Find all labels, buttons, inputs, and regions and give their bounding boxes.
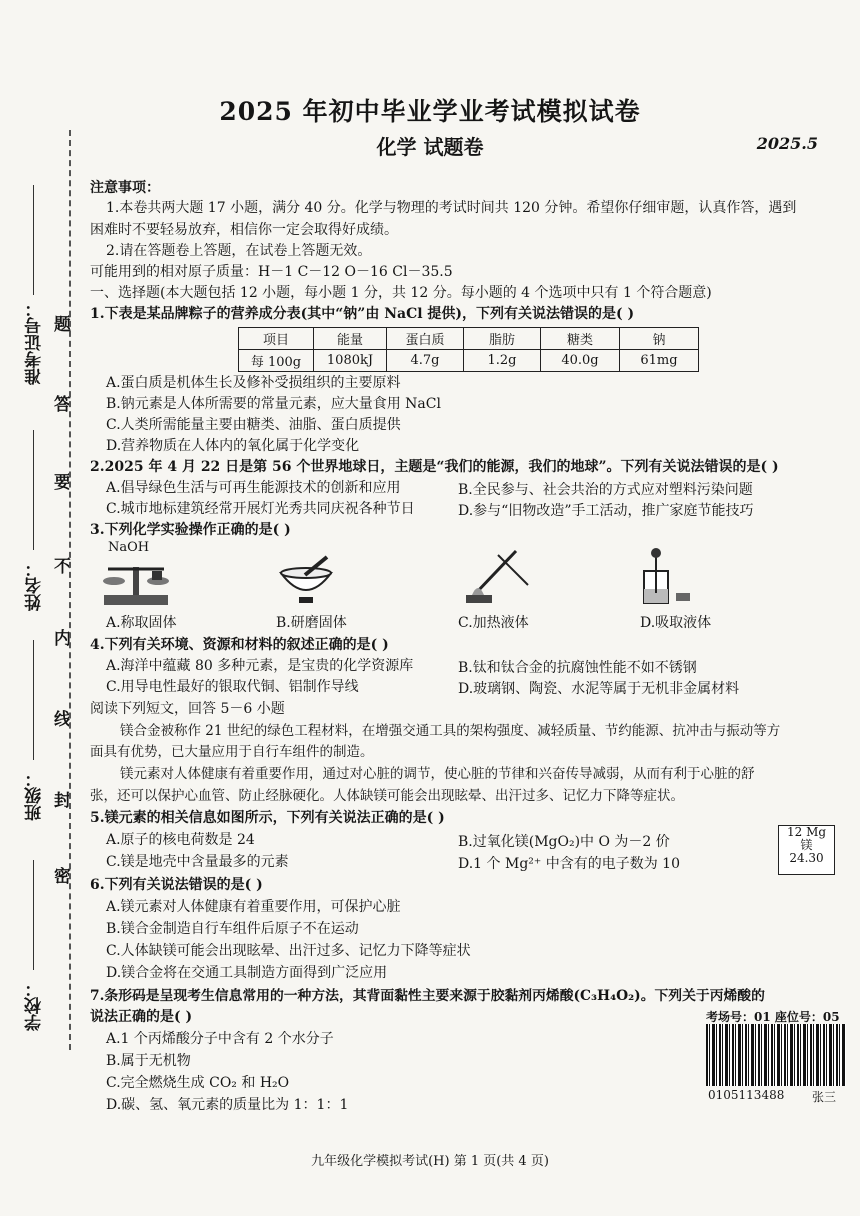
naoh-label: NaOH — [108, 540, 150, 555]
q1-stem: 1.下表是某品牌粽子的营养成分表(其中“钠”由 NaCl 提供)，下列有关说法错误的是( ) — [90, 306, 635, 322]
q7-stem-b: 说法正确的是( ) — [90, 1009, 193, 1025]
page-footer: 九年级化学模拟考试(H) 第 1 页(共 4 页) — [311, 1154, 549, 1169]
reading-p1a: 镁合金被称作 21 世纪的绿色工程材料，在增强交通工具的架构强度、减轻质量、节约能源、抗冲击与振动等方 — [120, 723, 781, 739]
element-name: 镁 — [800, 838, 813, 852]
table-cell: 钠 — [620, 328, 699, 350]
q6-stem: 6.下列有关说法错误的是( ) — [90, 877, 263, 893]
label-exam-id: 准考证号： — [25, 300, 45, 385]
q3-option-c: C.加热液体 — [458, 615, 529, 631]
q2-option-d: D.参与“旧物改造”手工活动，推广家庭节能技巧 — [458, 503, 754, 519]
q7-option-c: C.完全燃烧生成 CO₂ 和 H₂O — [106, 1075, 290, 1091]
balance-illustration — [100, 555, 172, 607]
q1-option-c: C.人类所需能量主要由糖类、油脂、蛋白质提供 — [106, 417, 401, 433]
seal-char: 内 — [54, 629, 71, 649]
notice-item1b: 困难时不要轻易放弃，相信你一定会取得好成绩。 — [90, 222, 398, 238]
magnesium-element-card — [778, 825, 835, 875]
q4-option-c: C.用导电性最好的银取代铜、铝制作导线 — [106, 679, 359, 695]
q4-stem: 4.下列有关环境、资源和材料的叙述正确的是( ) — [90, 637, 389, 653]
label-name: 姓名： — [25, 560, 45, 611]
q2-stem: 2.2025 年 4 月 22 日是第 56 个世界地球日，主题是“我们的能源，我们的地球”。下列有关说法错误的是( ) — [90, 459, 779, 475]
reading-p1b: 面具有优势，已大量应用于自行车组件的制造。 — [90, 744, 374, 760]
table-header-row — [239, 328, 699, 350]
q2-option-b: B.全民参与、社会共治的方式应对塑料污染问题 — [458, 482, 753, 498]
table-cell: 脂肪 — [464, 328, 541, 350]
table-cell: 蛋白质 — [387, 328, 464, 350]
seal-char: 答 — [54, 395, 71, 415]
seal-char: 要 — [54, 473, 71, 493]
table-cell: 每 100g — [239, 350, 314, 372]
q5-stem: 5.镁元素的相关信息如图所示，下列有关说法正确的是( ) — [90, 810, 445, 826]
line-class — [33, 640, 34, 760]
q5-option-a: A.原子的核电荷数是 24 — [106, 832, 255, 848]
q3-option-b: B.研磨固体 — [276, 615, 347, 631]
q3-option-d: D.吸取液体 — [640, 615, 712, 631]
exam-date: 2025.5 — [756, 134, 818, 153]
table-cell: 40.0g — [541, 350, 620, 372]
seal-char: 封 — [54, 791, 71, 811]
section-heading: 一、选择题(本大题包括 12 小题，每小题 1 分，共 12 分。每小题的 4 个选项中只有 1 个符合题意) — [90, 285, 712, 301]
table-cell: 能量 — [314, 328, 387, 350]
table-cell: 61mg — [620, 350, 699, 372]
exam-title: 2025 年初中毕业学业考试模拟试卷 — [219, 97, 641, 126]
q2-option-a: A.倡导绿色生活与可再生能源技术的创新和应用 — [106, 480, 401, 496]
seal-char: 线 — [54, 710, 71, 730]
seal-char: 题 — [54, 315, 71, 335]
element-symbol: Mg — [806, 825, 827, 839]
q7-option-d: D.碳、氢、氧元素的质量比为 1：1：1 — [106, 1097, 349, 1113]
table-cell: 4.7g — [387, 350, 464, 372]
q1-option-a: A.蛋白质是机体生长及修补受损组织的主要原料 — [106, 375, 401, 391]
q4-option-b: B.钛和钛合金的抗腐蚀性能不如不锈钢 — [458, 660, 697, 676]
q5-option-c: C.镁是地壳中含量最多的元素 — [106, 854, 289, 870]
notice-heading: 注意事项： — [90, 180, 160, 196]
notice-item1a: 1.本卷共两大题 17 小题，满分 40 分。化学与物理的考试时间共 120 分钟。希望你仔细审题，认真作答，遇到 — [106, 200, 797, 216]
q6-option-c: C.人体缺镁可能会出现眩晕、出汗过多、记忆力下降等症状 — [106, 943, 471, 959]
nutrition-table — [238, 327, 699, 372]
q3-option-a: A.称取固体 — [106, 615, 177, 631]
atomic-masses: 可能用到的相对原子质量：H－1 C－12 O－16 Cl－35.5 — [90, 264, 453, 280]
reading-p2a: 镁元素对人体健康有着重要作用，通过对心脏的调节，使心脏的节律和兴奋传导减弱，从而有利于心脏的舒 — [120, 766, 755, 782]
q6-option-b: B.镁合金制造自行车组件后原子不在运动 — [106, 921, 359, 937]
line-name — [33, 430, 34, 550]
q4-option-a: A.海洋中蕴藏 80 多种元素，是宝贵的化学资源库 — [106, 658, 414, 674]
q1-option-b: B.钠元素是人体所需要的常量元素，应大量食用 NaCl — [106, 396, 441, 412]
q6-option-a: A.镁元素对人体健康有着重要作用，可保护心脏 — [106, 899, 401, 915]
element-mass: 24.30 — [789, 851, 824, 865]
label-school: 学校： — [25, 980, 45, 1031]
exam-subtitle: 化学 试题卷 — [376, 135, 484, 159]
q5-option-d: D.1 个 Mg²⁺ 中含有的电子数为 10 — [458, 856, 680, 872]
seal-dashed-line — [69, 130, 71, 1050]
q1-option-d: D.营养物质在人体内的氧化属于化学变化 — [106, 438, 360, 454]
reading-p2b: 张，还可以保护心血管、防止经脉硬化。人体缺镁可能会出现眩晕、出汗过多、记忆力下降等症状。 — [90, 788, 684, 804]
seal-char: 不 — [54, 557, 71, 577]
q6-option-d: D.镁合金将在交通工具制造方面得到广泛应用 — [106, 965, 388, 981]
table-cell: 项目 — [239, 328, 314, 350]
q7-option-b: B.属于无机物 — [106, 1053, 191, 1069]
reading-intro: 阅读下列短文，回答 5－6 小题 — [90, 701, 285, 717]
table-cell: 糖类 — [541, 328, 620, 350]
notice-item2: 2.请在答题卷上答题，在试卷上答题无效。 — [106, 243, 372, 259]
student-name: 张三 — [812, 1090, 837, 1104]
table-cell: 1080kJ — [314, 350, 387, 372]
barcode — [706, 1024, 846, 1086]
mortar-illustration — [275, 555, 337, 607]
binding-margin — [0, 0, 82, 1216]
q4-option-d: D.玻璃钢、陶瓷、水泥等属于无机非金属材料 — [458, 681, 740, 697]
heating-illustration — [458, 545, 538, 607]
element-number: 12 — [786, 825, 803, 839]
dropper-illustration — [636, 545, 698, 607]
q3-stem: 3.下列化学实验操作正确的是( ) — [90, 522, 291, 538]
line-exam-id — [33, 185, 34, 295]
q7-stem-a: 7.条形码是呈现考生信息常用的一种方法，其背面黏性主要来源于胶黏剂丙烯酸(C₃H₄O₂)。下列关于丙烯酸的 — [90, 988, 765, 1004]
q5-option-b: B.过氧化镁(MgO₂)中 O 为－2 价 — [458, 834, 670, 850]
barcode-number: 0105113488 — [708, 1088, 785, 1102]
table-row — [239, 350, 699, 372]
seal-char: 密 — [54, 867, 71, 887]
line-school — [33, 860, 34, 970]
table-cell: 1.2g — [464, 350, 541, 372]
room-seat-info: 考场号：01 座位号：05 — [706, 1010, 840, 1024]
q7-option-a: A.1 个丙烯酸分子中含有 2 个水分子 — [106, 1031, 334, 1047]
label-class: 班级： — [25, 770, 45, 821]
q2-option-c: C.城市地标建筑经常开展灯光秀共同庆祝各种节日 — [106, 501, 415, 517]
